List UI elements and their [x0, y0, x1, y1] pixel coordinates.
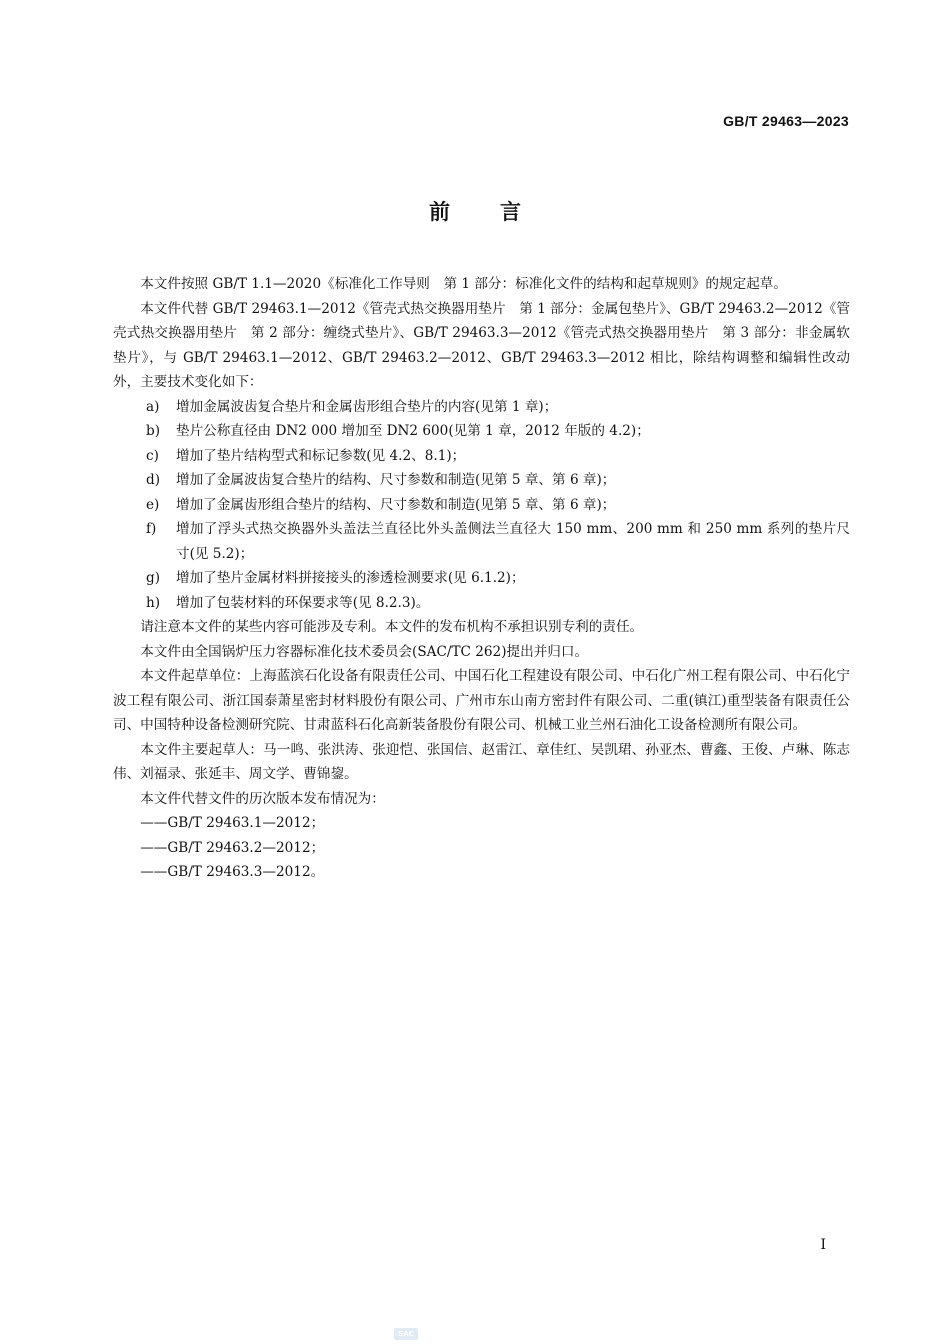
paragraph-replacement: 本文件代替 GB/T 29463.1—2012《管壳式热交换器用垫片 第 1 部分：金属包垫片》、GB/T 29463.2—2012《管壳式热交换器用垫片 第 2 部分：缠绕式垫片》、GB/T 29463.3—2012《管壳式热交换器用垫片 第 3 部分：非金属软垫片》，与 GB/T 29463.1—2012、GB/T 29463.2—2012、GB/T 29463.3—2012 相比，除结构调整和编辑性改动外，主要技术变化如下：	[113, 300, 850, 390]
change-marker: a)	[146, 398, 160, 415]
change-text: 增加了浮头式热交换器外头盖法兰直径比外头盖侧法兰直径大 150 mm、200 mm 和 250 mm 系列的垫片尺寸(见 5.2)；	[176, 521, 850, 562]
change-text: 增加了金属波齿复合垫片的结构、尺寸参数和制造(见第 5 章、第 6 章)；	[176, 472, 616, 488]
change-item	[113, 395, 850, 420]
sac-logo: SAC	[394, 1328, 418, 1340]
change-text: 增加金属波齿复合垫片和金属齿形组合垫片的内容(见第 1 章)；	[176, 398, 558, 415]
change-marker: f)	[146, 521, 157, 537]
change-item	[113, 468, 850, 493]
history-item: ——GB/T 29463.1—2012；	[140, 815, 325, 831]
change-marker: c)	[146, 447, 159, 464]
page-title: 前言	[429, 200, 571, 224]
paragraph-committee: 本文件由全国锅炉压力容器标准化技术委员会(SAC/TC 262)提出并归口。	[140, 643, 589, 660]
change-marker: b)	[146, 423, 161, 439]
change-text: 增加了垫片结构型式和标记参数(见 4.2、8.1)；	[176, 447, 466, 464]
change-item	[113, 517, 850, 566]
paragraph-drafters: 本文件主要起草人：马一鸣、张洪涛、张迎恺、张国信、赵雷江、章佳红、吴凯珺、孙亚杰、曹鑫、王俊、卢琳、陈志伟、刘福录、张延丰、周文学、曹锦鋆。	[113, 741, 850, 782]
paragraph-drafting-units: 本文件起草单位：上海蓝滨石化设备有限责任公司、中国石化工程建设有限公司、中石化广州工程有限公司、中石化宁波工程有限公司、浙江国泰萧星密封材料股份有限公司、广州市东山南方密封件有限公司、二重(镇江)重型装备有限责任公司、中国特种设备检测研究院、甘肃蓝科石化高新装备股份有限公司、机械工业兰州石油化工设备检测所有限公司。	[113, 668, 850, 733]
change-item	[113, 591, 850, 616]
change-marker: e)	[146, 496, 160, 513]
change-marker: g)	[146, 570, 161, 586]
change-item	[113, 444, 850, 469]
change-marker: d)	[146, 472, 161, 488]
paragraph-patent-notice: 请注意本文件的某些内容可能涉及专利。本文件的发布机构不承担识别专利的责任。	[140, 619, 644, 635]
standard-number: GB/T 29463—2023	[723, 113, 849, 129]
change-marker: h)	[146, 594, 161, 611]
paragraph-drafting-rules: 本文件按照 GB/T 1.1—2020《标准化工作导则 第 1 部分：标准化文件的结构和起草规则》的规定起草。	[140, 276, 787, 292]
change-text: 增加了垫片金属材料拼接接头的渗透检测要求(见 6.1.2)；	[176, 570, 525, 586]
change-text: 增加了包装材料的环保要求等(见 8.2.3)。	[176, 594, 430, 611]
change-item	[113, 566, 850, 591]
paragraph-history-intro: 本文件代替文件的历次版本发布情况为：	[140, 790, 385, 807]
history-item: ——GB/T 29463.3—2012。	[140, 864, 325, 880]
change-item	[113, 493, 850, 518]
page-number: I	[820, 1237, 826, 1253]
change-text: 增加了金属齿形组合垫片的结构、尺寸参数和制造(见第 5 章、第 6 章)；	[176, 496, 616, 513]
change-item	[113, 419, 850, 444]
foreword-body	[113, 272, 850, 885]
change-text: 垫片公称直径由 DN2 000 增加至 DN2 600(见第 1 章，2012 年版的 4.2)；	[176, 423, 650, 439]
history-item: ——GB/T 29463.2—2012；	[140, 839, 325, 856]
